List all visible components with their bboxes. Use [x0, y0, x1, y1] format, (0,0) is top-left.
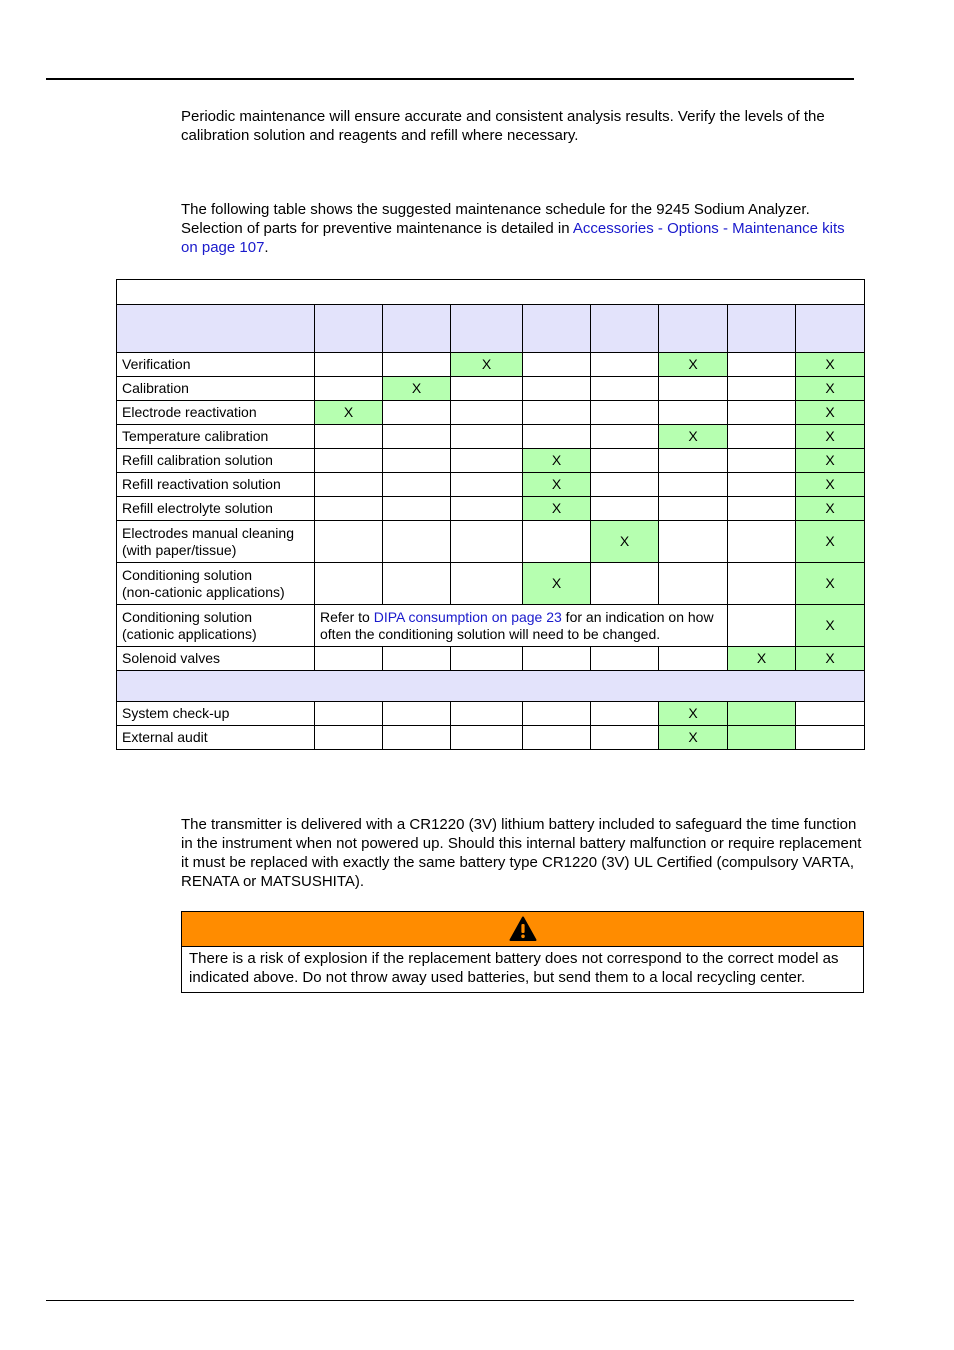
header-cell	[591, 305, 659, 353]
mark-cell: X	[523, 473, 591, 497]
mark-cell: X	[796, 473, 865, 497]
mark-cell	[383, 473, 451, 497]
mark-cell	[728, 449, 796, 473]
task-cell: Verification	[117, 353, 315, 377]
mark-cell	[728, 563, 796, 605]
mark-cell	[383, 563, 451, 605]
mark-cell: X	[796, 425, 865, 449]
mark-cell	[659, 449, 728, 473]
mark-cell	[315, 377, 383, 401]
task-line: (with paper/tissue)	[122, 541, 237, 558]
table-row	[117, 563, 865, 605]
mark-cell: X	[451, 353, 523, 377]
task-cell: External audit	[117, 726, 315, 750]
mark-cell	[451, 425, 523, 449]
mark-cell	[659, 563, 728, 605]
mark-cell	[383, 353, 451, 377]
mark-cell	[728, 702, 796, 726]
schedule-intro-text: The following table shows the suggested maintenance schedule for the 9245 Sodium Analyzer. Selection of parts for preventive maintenance is detailed in	[181, 201, 810, 237]
mark-cell	[451, 702, 523, 726]
task-cell: Calibration	[117, 377, 315, 401]
mark-cell	[659, 473, 728, 497]
mark-cell	[315, 726, 383, 750]
mark-cell	[315, 702, 383, 726]
table-row	[117, 521, 865, 563]
mark-cell	[659, 401, 728, 425]
mark-cell	[383, 425, 451, 449]
mark-cell: X	[796, 377, 865, 401]
task-line: Electrodes manual cleaning	[122, 524, 294, 541]
dipa-note-cell	[315, 605, 728, 647]
mark-cell	[451, 563, 523, 605]
task-cell: Refill electrolyte solution	[117, 497, 315, 521]
mark-cell: X	[659, 702, 728, 726]
table-row	[117, 497, 865, 521]
mark-cell: X	[796, 449, 865, 473]
mark-cell	[315, 563, 383, 605]
mark-cell	[659, 497, 728, 521]
header-cell	[451, 305, 523, 353]
mark-cell	[451, 473, 523, 497]
mark-cell	[451, 449, 523, 473]
mark-cell	[591, 497, 659, 521]
schedule-intro-paragraph	[181, 200, 865, 257]
task-cell: Electrode reactivation	[117, 401, 315, 425]
footer-rule	[46, 1300, 854, 1301]
table-row	[117, 702, 865, 726]
note-text: for an indication on how often the conditioning solution will need to be changed.	[320, 608, 714, 642]
header-cell	[728, 305, 796, 353]
maintenance-kits-link[interactable]: Accessories - Options - Maintenance kits on page 107	[181, 220, 845, 256]
mark-cell	[451, 377, 523, 401]
mark-cell: X	[659, 425, 728, 449]
warning-text: There is a risk of explosion if the replacement battery does not correspond to the correct model as indicated above. Do not throw away used batteries, but send them to a local recycling center.	[189, 950, 839, 986]
mark-cell	[523, 353, 591, 377]
mark-cell: X	[796, 563, 865, 605]
mark-cell: X	[796, 401, 865, 425]
mark-cell	[383, 702, 451, 726]
mark-cell	[383, 647, 451, 671]
mark-cell	[451, 401, 523, 425]
mark-cell	[659, 647, 728, 671]
task-line: (cationic applications)	[122, 625, 257, 642]
mark-cell	[728, 353, 796, 377]
mark-cell	[315, 449, 383, 473]
mark-cell	[383, 449, 451, 473]
mark-cell	[591, 401, 659, 425]
mark-cell	[591, 726, 659, 750]
mark-cell	[728, 497, 796, 521]
mark-cell: X	[796, 647, 865, 671]
task-cell: Temperature calibration	[117, 425, 315, 449]
table-row	[117, 726, 865, 750]
mark-cell	[591, 425, 659, 449]
mark-cell	[591, 563, 659, 605]
mark-cell	[315, 353, 383, 377]
warning-header	[182, 912, 863, 947]
section-header-row	[117, 671, 865, 702]
mark-cell	[591, 647, 659, 671]
mark-cell	[728, 401, 796, 425]
header-cell	[659, 305, 728, 353]
task-cell	[117, 563, 315, 605]
mark-cell	[315, 521, 383, 563]
task-line: (non-cationic applications)	[122, 583, 285, 600]
table-row	[117, 449, 865, 473]
mark-cell	[383, 401, 451, 425]
mark-cell	[591, 353, 659, 377]
task-cell: Solenoid valves	[117, 647, 315, 671]
mark-cell	[451, 521, 523, 563]
mark-cell	[315, 647, 383, 671]
mark-cell: X	[591, 521, 659, 563]
mark-cell: X	[315, 401, 383, 425]
mark-cell: X	[523, 497, 591, 521]
mark-cell	[796, 702, 865, 726]
mark-cell	[451, 497, 523, 521]
mark-cell: X	[796, 605, 865, 647]
dipa-consumption-link[interactable]: DIPA consumption on page 23	[373, 608, 562, 625]
table-row	[117, 353, 865, 377]
table-row	[117, 473, 865, 497]
mark-cell	[591, 449, 659, 473]
mark-cell	[659, 377, 728, 401]
mark-cell: X	[383, 377, 451, 401]
header-rule	[46, 78, 854, 80]
task-cell: System check-up	[117, 702, 315, 726]
task-line: Conditioning solution	[122, 608, 252, 625]
mark-cell	[451, 647, 523, 671]
mark-cell	[523, 647, 591, 671]
mark-cell	[523, 726, 591, 750]
header-cell	[117, 305, 315, 353]
maintenance-schedule-table	[116, 279, 865, 750]
table-title-row	[117, 280, 865, 305]
mark-cell	[728, 726, 796, 750]
task-cell	[117, 521, 315, 563]
task-cell: Refill reactivation solution	[117, 473, 315, 497]
mark-cell: X	[523, 449, 591, 473]
note-text: Refer to	[320, 608, 374, 625]
mark-cell: X	[728, 647, 796, 671]
mark-cell	[659, 521, 728, 563]
mark-cell	[591, 473, 659, 497]
mark-cell	[728, 521, 796, 563]
section-header-cell	[117, 671, 865, 702]
intro-paragraph: Periodic maintenance will ensure accurate and consistent analysis results. Verify the levels of the calibration solution and reagents and refill where necessary.	[181, 108, 825, 144]
header-cell	[796, 305, 865, 353]
mark-cell	[315, 425, 383, 449]
table-row	[117, 605, 865, 647]
mark-cell	[383, 726, 451, 750]
table-header-row	[117, 305, 865, 353]
table-title-cell	[117, 280, 865, 305]
mark-cell	[523, 401, 591, 425]
mark-cell	[315, 497, 383, 521]
mark-cell: X	[796, 353, 865, 377]
mark-cell: X	[659, 726, 728, 750]
mark-cell	[451, 726, 523, 750]
mark-cell: X	[523, 563, 591, 605]
table-row	[117, 647, 865, 671]
mark-cell	[591, 377, 659, 401]
header-cell	[523, 305, 591, 353]
schedule-intro-end: .	[264, 239, 269, 256]
mark-cell	[591, 702, 659, 726]
header-cell	[315, 305, 383, 353]
task-line: Conditioning solution	[122, 566, 252, 583]
mark-cell	[523, 521, 591, 563]
warning-triangle-icon	[509, 916, 537, 942]
mark-cell: X	[796, 521, 865, 563]
mark-cell	[728, 473, 796, 497]
mark-cell	[728, 377, 796, 401]
mark-cell	[383, 521, 451, 563]
mark-cell	[523, 377, 591, 401]
battery-paragraph: The transmitter is delivered with a CR1220 (3V) lithium battery included to safeguard the time function in the instrument when not powered up. Should this internal battery malfunction or require replacement it must be replaced with exactly the same battery type CR1220 (3V) UL Certified (compulsory VARTA, RENATA or MATSUSHITA).	[181, 816, 862, 890]
mark-cell	[796, 726, 865, 750]
table-row	[117, 425, 865, 449]
mark-cell: X	[659, 353, 728, 377]
mark-cell: X	[796, 497, 865, 521]
mark-cell	[315, 473, 383, 497]
mark-cell	[728, 425, 796, 449]
header-cell	[383, 305, 451, 353]
table-row	[117, 377, 865, 401]
mark-cell	[383, 497, 451, 521]
task-cell: Refill calibration solution	[117, 449, 315, 473]
warning-box	[181, 911, 864, 993]
mark-cell	[523, 702, 591, 726]
mark-cell	[523, 425, 591, 449]
task-cell	[117, 605, 315, 647]
mark-cell	[728, 605, 796, 647]
table-row	[117, 401, 865, 425]
